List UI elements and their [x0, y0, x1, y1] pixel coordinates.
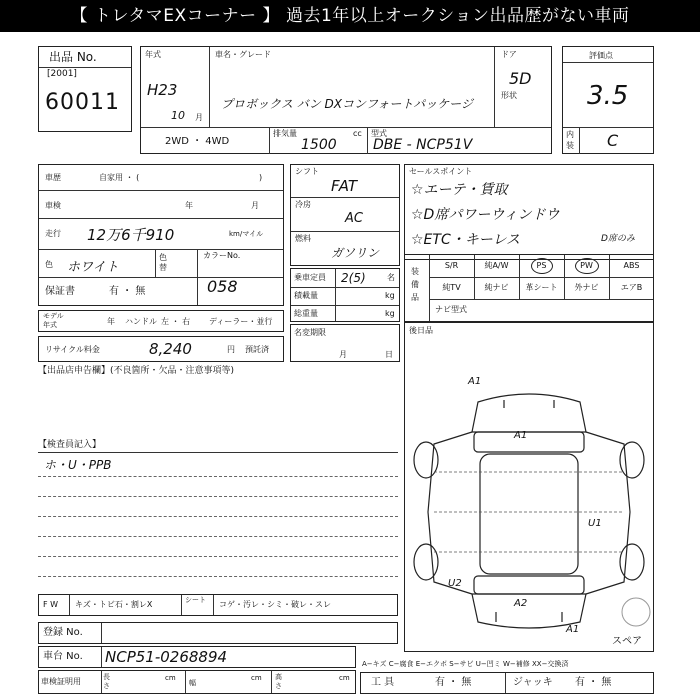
shift-value: FAT — [331, 177, 358, 195]
jack-value: 有 ・ 無 — [575, 677, 612, 688]
km-label: km/マイル — [229, 230, 264, 238]
equip-airbag: エアB — [620, 283, 643, 292]
recycle-value: 8,240 — [149, 340, 192, 358]
equip-sr: S/R — [444, 261, 459, 270]
model-value: DBE - NCP51V — [373, 137, 473, 153]
mark-a1-top: A1 — [468, 376, 482, 387]
recycle-label: リサイクル料金 — [45, 345, 100, 354]
interior-value: C — [607, 131, 619, 150]
total-weight-label: 総重量 — [294, 309, 318, 318]
chassis-label: 車台 No. — [43, 651, 83, 662]
load-unit: kg — [385, 291, 395, 300]
model-label: 型式 — [371, 129, 387, 138]
color-no-value: 058 — [207, 277, 238, 296]
equip-pw: PW — [580, 261, 593, 270]
lot-number: 60011 — [45, 90, 120, 115]
mark-u1: U1 — [588, 518, 602, 529]
history-close: ) — [259, 173, 263, 182]
displacement-label: 排気量 — [273, 129, 297, 138]
certificate-row — [38, 670, 356, 694]
chassis-value: NCP51-0268894 — [105, 648, 228, 666]
model-year-label: モデル年式 — [43, 312, 64, 329]
door-label: ドア — [501, 50, 517, 59]
jack-label: ジャッキ — [513, 677, 553, 688]
ac-value: AC — [345, 211, 363, 226]
equip-navi: 純ナビ — [484, 283, 509, 292]
door-value: 5D — [509, 69, 532, 88]
sales-points-box — [404, 164, 654, 260]
year-label: 年式 — [145, 50, 161, 59]
width-unit: cm — [251, 674, 262, 682]
capacity-value: 2(5) — [341, 271, 366, 285]
sales-point-2: ☆D席パワーウィンドウ — [411, 207, 560, 223]
cert-label: 車検証明用 — [41, 677, 81, 686]
fw-label: F W — [43, 600, 59, 609]
name-change-label: 名変期限 — [294, 328, 326, 337]
inspector-label: 【検査員記入】 — [38, 440, 102, 450]
equip-ps: PS — [536, 261, 547, 270]
recycle-row — [38, 336, 284, 362]
lot-number-label: 出品 No. — [49, 50, 97, 64]
fw-row — [38, 594, 398, 616]
warranty-value: 有 ・ 無 — [109, 286, 146, 297]
tools-value: 有 ・ 無 — [435, 677, 472, 688]
color-no-label: カラーNo. — [203, 251, 241, 260]
fw-items: キズ・トビ石・割レX — [75, 600, 153, 609]
handle-label: ハンドル — [125, 317, 157, 326]
tools-row — [360, 672, 654, 694]
history-box — [38, 164, 284, 306]
inspection-label: 車検 — [45, 201, 61, 210]
name-change-unit: 月 — [339, 350, 347, 359]
model-year-row — [38, 310, 284, 332]
load-label: 積載量 — [294, 291, 318, 300]
car-damage-diagram — [404, 372, 654, 652]
lot-number-box — [38, 46, 132, 132]
sales-points-label: セールスポイント — [409, 167, 473, 176]
mark-a1-bottom: A1 — [566, 624, 580, 635]
grade-label: 評価点 — [589, 51, 613, 60]
fuel-label: 燃料 — [295, 234, 311, 243]
warranty-label: 保証書 — [45, 286, 75, 297]
grade-box — [562, 46, 654, 154]
shape-label: 形状 — [501, 91, 517, 100]
inspection-month-unit: 月 — [251, 201, 259, 210]
equip-aw: 純A/W — [484, 261, 509, 270]
height-label: 高さ — [275, 673, 282, 690]
specs-box — [290, 164, 400, 266]
declaration-label: 【出品店申告欄】(不良箇所・欠品・注意事項等) — [38, 366, 235, 376]
shift-label: シフト — [295, 167, 319, 176]
damage-legend: A−キズ C−腐食 E−エクボ S−サビ U−凹ミ W−補修 XX−交換済 — [362, 660, 569, 668]
sales-point-3: ☆ETC・キーレス — [411, 232, 521, 248]
fuel-value: ガソリン — [331, 246, 380, 260]
height-unit: cm — [339, 674, 350, 682]
equip-leather: 革シート — [525, 283, 558, 292]
equip-abs: ABS — [623, 261, 640, 270]
sales-point-note: D席のみ — [601, 234, 635, 244]
inspector-note: ホ・U・PPB — [44, 458, 112, 472]
capacity-label: 乗車定員 — [294, 273, 326, 282]
recycle-deposit: 預託済 — [245, 345, 269, 354]
equipment-box — [404, 254, 654, 322]
ps-circle-mark — [531, 258, 553, 274]
mark-a2: A2 — [514, 598, 528, 609]
remarks-label: 後日品 — [409, 326, 433, 335]
equipment-label: 装備品 — [411, 267, 419, 302]
chassis-row — [38, 646, 356, 668]
sheet-label: シート — [185, 596, 206, 604]
total-weight-unit: kg — [385, 309, 395, 318]
color-change-label: 色替 — [159, 253, 167, 272]
pw-circle-mark — [575, 258, 599, 274]
equip-navi-type: ナビ型式 — [435, 305, 467, 314]
sheet-items: コゲ・汚レ・シミ・破レ・スレ — [219, 600, 331, 609]
color-label: 色 — [45, 260, 53, 269]
capacity-unit: 名 — [387, 273, 395, 282]
name-change-box — [290, 324, 400, 362]
year-value: H23 — [147, 81, 178, 99]
month-label: 月 — [195, 113, 203, 122]
ac-label: 冷房 — [295, 200, 311, 209]
car-name-label: 車名・グレード — [215, 50, 271, 59]
recycle-unit: 円 — [227, 345, 235, 354]
vehicle-info-box — [140, 46, 552, 154]
grade-value: 3.5 — [587, 81, 629, 111]
inspection-year-unit: 年 — [185, 201, 193, 210]
month-value: 10 — [171, 109, 185, 122]
displacement-value: 1500 — [301, 137, 337, 153]
length-unit: cm — [165, 674, 176, 682]
mileage-value: 12万6千910 — [87, 226, 175, 244]
history-label: 車歴 — [45, 173, 61, 182]
reg-label: 登録 No. — [43, 627, 83, 638]
drive-label: 2WD ・ 4WD — [165, 136, 230, 147]
equip-tv: 純TV — [442, 283, 461, 292]
name-change-day: 日 — [385, 350, 393, 359]
color-value: ホワイト — [67, 260, 119, 275]
registration-row — [38, 622, 398, 644]
history-value: 自家用 ・ ( — [99, 173, 140, 182]
width-label: 幅 — [189, 679, 196, 687]
model-year-unit: 年 — [107, 317, 115, 326]
spare-label: スペア — [612, 636, 642, 647]
car-name-value: プロボックス バン DXコンフォートパッケージ — [221, 97, 473, 111]
dealer-label: ディーラー・並行 — [209, 317, 273, 326]
sales-point-1: ☆エーテ・賃取 — [411, 182, 508, 198]
mark-u2: U2 — [448, 578, 462, 589]
tools-label: 工 具 — [371, 677, 395, 688]
capacity-box — [290, 268, 400, 322]
handle-value: 左 ・ 右 — [161, 317, 191, 326]
interior-label: 内装 — [566, 130, 574, 150]
stamp-label: [2001] — [47, 69, 77, 79]
banner-title: 【 トレタマEXコーナー 】 過去1年以上オークション出品歴がない車両 — [0, 0, 700, 32]
mileage-label: 走行 — [45, 229, 61, 238]
equip-ext-navi: 外ナビ — [574, 283, 599, 292]
mark-a1-roof: A1 — [514, 430, 528, 441]
length-label: 長さ — [103, 673, 110, 690]
cc-label: cc — [353, 129, 362, 138]
